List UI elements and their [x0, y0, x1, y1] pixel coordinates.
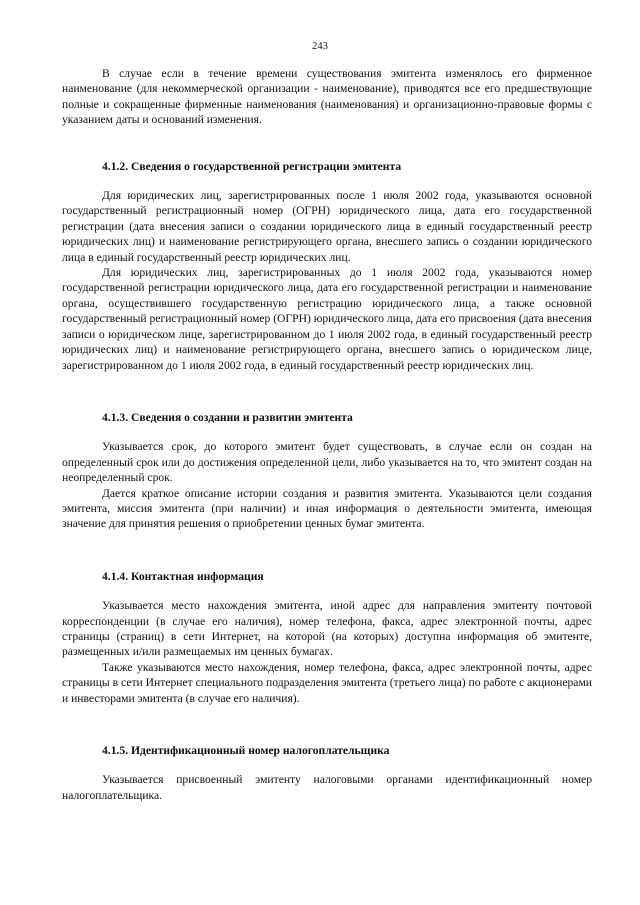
page-number: 243: [312, 41, 328, 52]
section-4-1-3-paragraph-2: Дается краткое описание истории создания и развития эмитента. Указываются цели создания эмитента, миссия эмитента (при наличии) и иная информация о деятельности эмитента, имеющая значение для принятия решения о приобретении ценных бумаг эмитента.: [62, 486, 592, 531]
section-4-1-2-paragraph-2: Для юридических лиц, зарегистрированных до 1 июля 2002 года, указываются номер государственной регистрации юридического лица, дата его государственной регистрации и наименование органа, осуществившего государственную регистрацию юридического лица, а также основной государственный регистрационный номер (ОГРН) юридического лица, дата его присвоения (дата внесения записи о юридическом лице, зарегистрированном до 1 июля 2002 года, в единый государственный реестр юридических лиц) и наименование регистрирующего органа, внесшего запись о юридическом лице, зарегистрированном до 1 июля 2002 года, в единый государственный реестр юридических лиц.: [62, 266, 592, 372]
section-4-1-2-paragraph-1: Для юридических лиц, зарегистрированных после 1 июля 2002 года, указываются основной государственный регистрационный номер (ОГРН) юридического лица, дата его государственной регистрации (дата внесения записи о создании юридического лица в единый государственный реестр юридических лиц) и наименование регистрирующего органа, внесшего запись о создании юридического лица в единый государственный реестр юридических лиц.: [62, 189, 592, 264]
section-4-1-5-paragraph-1: Указывается присвоенный эмитенту налоговыми органами идентификационный номер налогоплательщика.: [62, 773, 592, 802]
section-heading-4-1-2: 4.1.2. Сведения о государственной регистрации эмитента: [102, 159, 402, 173]
section-heading-4-1-3: 4.1.3. Сведения о создании и развитии эмитента: [102, 410, 353, 424]
page-content: [62, 66, 592, 803]
section-heading-4-1-4: 4.1.4. Контактная информация: [102, 569, 264, 583]
section-4-1-4-paragraph-1: Указывается место нахождения эмитента, иной адрес для направления эмитенту почтовой корреспонденции (в случае его наличия), номер телефона, факса, адрес электронной почты, адрес страницы (страниц) в сети Интернет, на которой (на которых) доступна информация об эмитенте, размещенных и/или размещаемых им ценных бумагах.: [62, 599, 592, 659]
section-4-1-3-paragraph-1: Указывается срок, до которого эмитент будет существовать, в случае если он создан на определенный срок или до достижения определенной цели, либо указывается на то, что эмитент создан на неопределенный срок.: [62, 440, 592, 485]
section-heading-4-1-5: 4.1.5. Идентификационный номер налогоплательщика: [102, 744, 390, 757]
intro-paragraph: В случае если в течение времени существования эмитента изменялось его фирменное наименование (для некоммерческой организации - наименование), приводятся все его предшествующие полные и сокращенные фирменные наименования (наименования) и организационно-правовые формы с указанием даты и оснований изменения.: [62, 67, 592, 127]
section-4-1-4-paragraph-2: Также указываются место нахождения, номер телефона, факса, адрес электронной почты, адрес страницы в сети Интернет специального подразделения эмитента (третьего лица) по работе с акционерами и инвесторами эмитента (в случае его наличия).: [62, 660, 592, 705]
